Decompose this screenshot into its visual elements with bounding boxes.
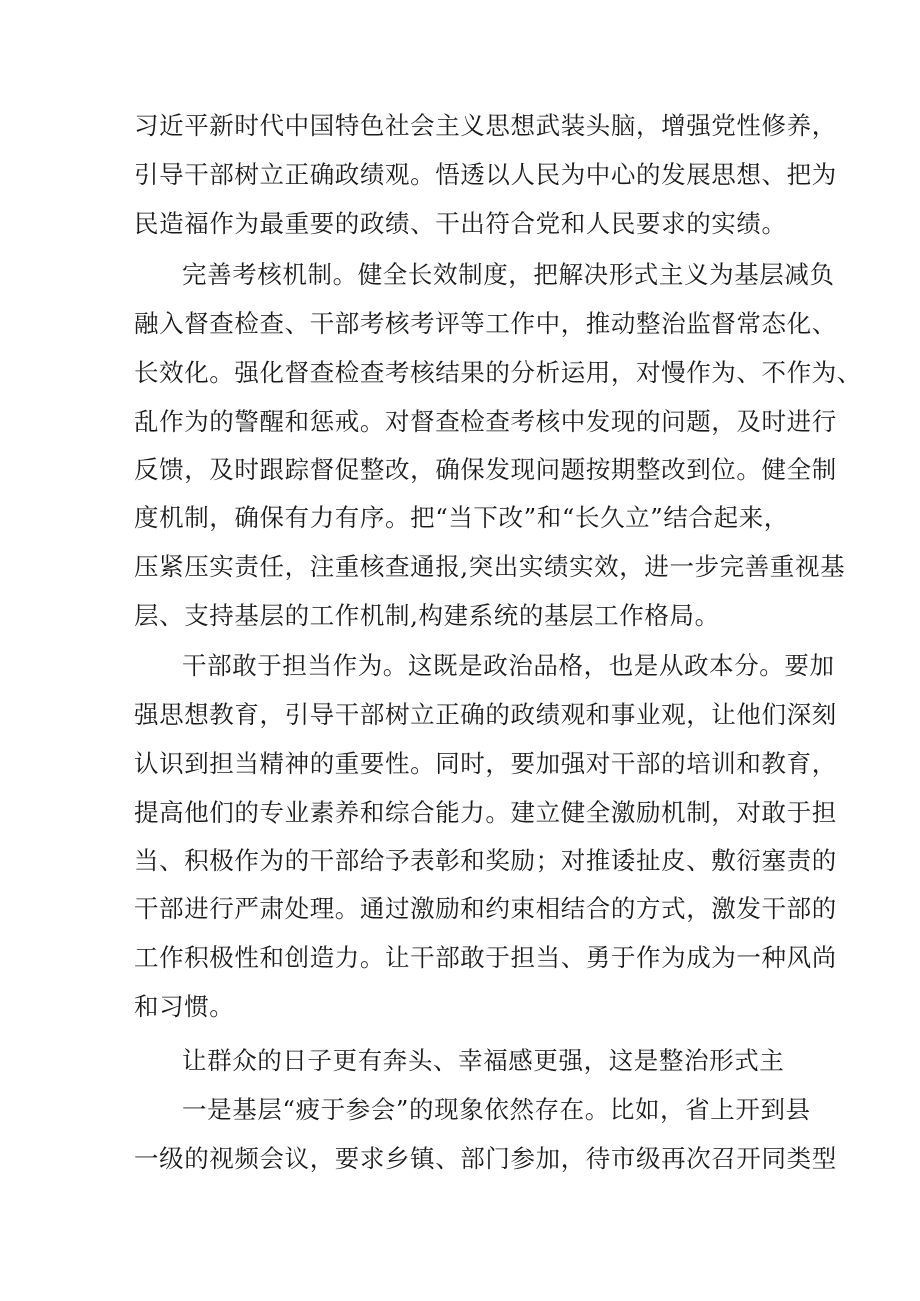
text-line: 干部敢于担当作为。这既是政治品格，也是从政本分。要加 — [182, 651, 835, 680]
text-line: 民造福作为最重要的政绩、干出符合党和人民要求的实绩。 — [134, 209, 787, 238]
text-line: 一级的视频会议，要求乡镇、部门参加，待市级再次召开同类型 — [134, 1144, 837, 1173]
text-line: 一是基层“疲于参会”的现象依然存在。比如，省上开到县 — [182, 1095, 811, 1124]
text-line: 和习惯。 — [134, 992, 235, 1021]
text-line: 强思想教育，引导干部树立正确的政绩观和事业观，让他们深刻 — [134, 700, 837, 729]
text-line: 习近平新时代中国特色社会主义思想武装头脑，增强党性修养， — [134, 111, 837, 140]
text-line: 融入督查检查、干部考核考评等工作中，推动整治监督常态化、 — [134, 309, 837, 338]
text-line: 当、积极作为的干部给予表彰和奖励；对推诿扯皮、敷衍塞责的 — [134, 846, 837, 875]
text-line: 引导干部树立正确政绩观。悟透以人民为中心的发展思想、把为 — [134, 160, 837, 189]
text-line: 长效化。强化督查检查考核结果的分析运用，对慢作为、不作为、 — [134, 358, 862, 387]
text-line: 乱作为的警醒和惩戒。对督查检查考核中发现的问题，及时进行 — [134, 407, 837, 436]
text-line: 提高他们的专业素养和综合能力。建立健全激励机制，对敢于担 — [134, 798, 837, 827]
text-line: 让群众的日子更有奔头、幸福感更强，这是整治形式主 — [182, 1046, 785, 1075]
text-line: 工作积极性和创造力。让干部敢于担当、勇于作为成为一种风尚 — [134, 943, 837, 972]
text-line: 干部进行严肃处理。通过激励和约束相结合的方式，激发干部的 — [134, 894, 837, 923]
text-line: 认识到担当精神的重要性。同时，要加强对干部的培训和教育， — [134, 749, 837, 778]
text-line: 反馈，及时跟踪督促整改，确保发现问题按期整改到位。健全制 — [134, 455, 837, 484]
text-line: 度机制，确保有力有序。把“当下改”和“长久立”结合起来， — [134, 503, 789, 532]
text-line: 压紧压实责任，注重核查通报,突出实绩实效，进一步完善重视基 — [134, 552, 846, 581]
text-line: 完善考核机制。健全长效制度，把解决形式主义为基层减负 — [182, 260, 835, 289]
text-line: 层、支持基层的工作机制,构建系统的基层工作格局。 — [134, 601, 720, 630]
